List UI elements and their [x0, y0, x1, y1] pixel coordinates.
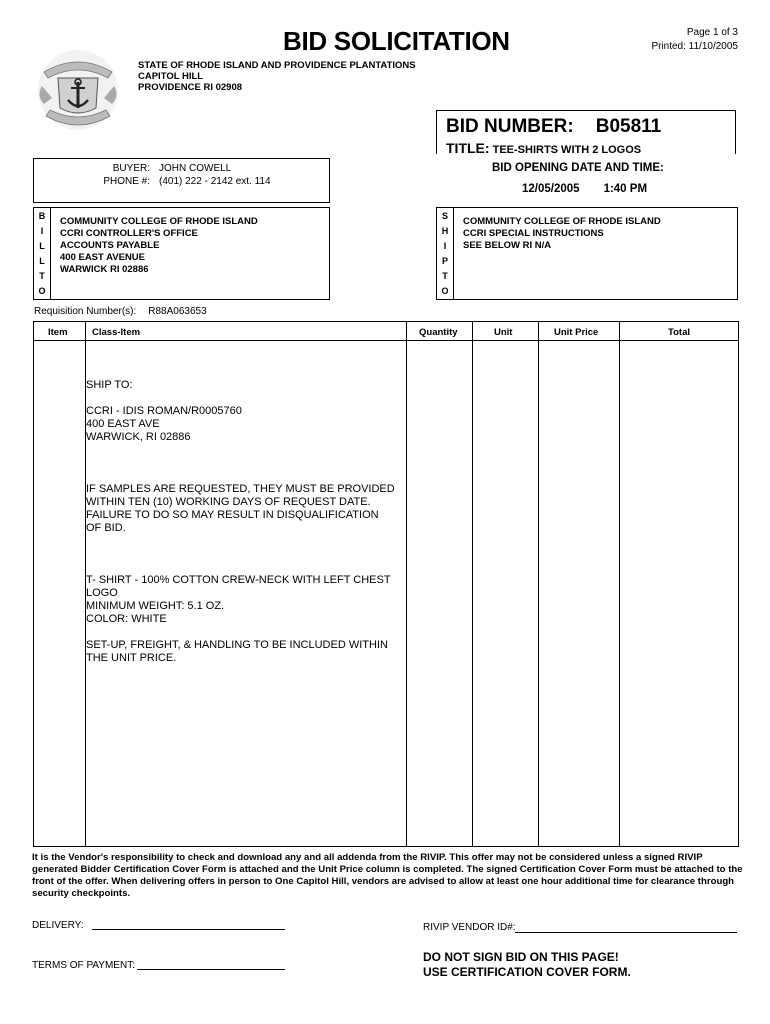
header-quantity: Quantity	[419, 327, 458, 338]
vendor-notice: It is the Vendor's responsibility to check and download any and all addenda from the RIVIP. This offer may not be considered unless a signed RIVIP generated Bidder Certification Cover Form is attached and the Unit Price column is completed. The signed Certification Cover Form must be attached to the front of the offer. When delivering offers in person to One Capitol Hill, vendors are advised to allow at least one hour additional time for clearance through security checkpoints.	[32, 852, 743, 899]
letter: T	[442, 271, 448, 282]
header-total: Total	[668, 327, 690, 338]
item-description: SHIP TO: CCRI - IDIS ROMAN/R0005760 400 EAST AVE WARWICK, RI 02886 IF SAMPLES ARE REQUESTED, THEY MUST BE PROVIDED WITHIN TEN (10) WORKING DAYS OF REQUEST DATE. FAILURE TO DO SO MAY RESULT IN DISQUALIFICATION OF BID. T- SHIRT - 100% COTTON CREW-NECK WITH LEFT CHEST LOGO MINIMUM WEIGHT: 5.1 OZ. COLOR: WHITE SET-UP, FREIGHT, & HANDLING TO BE INCLUDED WITHIN THE UNIT PRICE.	[86, 379, 395, 664]
buyer-label: BUYER:	[112, 163, 150, 174]
address-line: ACCOUNTS PAYABLE	[60, 240, 160, 251]
page-info	[651, 26, 738, 54]
bid-number	[446, 116, 661, 138]
bill-to-vertical-label	[34, 208, 51, 299]
opening-time: 1:40 PM	[603, 183, 648, 195]
ship-to-address	[463, 216, 661, 252]
buyer-name: JOHN COWELL	[159, 163, 232, 174]
phone-label: PHONE #:	[103, 176, 150, 187]
warning-line: USE CERTIFICATION COVER FORM.	[423, 965, 631, 979]
bill-to-box	[33, 207, 330, 300]
vendor-id-label: RIVIP VENDOR ID#:	[423, 922, 516, 933]
ship-to-box	[436, 207, 738, 300]
address-line: WARWICK RI 02886	[60, 264, 149, 275]
requisition-label: Requisition Number(s):	[34, 306, 137, 317]
printed-date: Printed: 11/10/2005	[651, 41, 738, 52]
address-line: COMMUNITY COLLEGE OF RHODE ISLAND	[463, 216, 661, 227]
bill-to-address	[60, 216, 258, 276]
letter: H	[441, 225, 449, 236]
agency-line: STATE OF RHODE ISLAND AND PROVIDENCE PLANTATIONS	[138, 60, 416, 71]
bid-title-value: TEE-SHIRTS WITH 2 LOGOS	[492, 144, 642, 156]
letter: L	[39, 256, 45, 267]
letter: I	[40, 225, 44, 236]
letter: I	[443, 240, 447, 251]
requisition-value: R88A063653	[148, 306, 207, 317]
header-class-item: Class-Item	[92, 327, 141, 338]
bid-number-value: B05811	[595, 116, 662, 137]
address-line: SEE BELOW RI N/A	[463, 240, 552, 251]
requisition-number	[34, 306, 207, 317]
header-unit: Unit	[494, 327, 513, 338]
buyer-phone: (401) 222 - 2142 ext. 114	[159, 176, 271, 187]
letter: P	[441, 256, 448, 267]
letter: O	[441, 286, 449, 297]
delivery-label: DELIVERY:	[32, 920, 84, 931]
letter: L	[39, 240, 45, 251]
address-line: CCRI SPECIAL INSTRUCTIONS	[463, 228, 604, 239]
opening-datetime	[522, 183, 647, 195]
signing-warning	[423, 950, 631, 980]
state-seal-icon	[32, 46, 124, 134]
ship-to-vertical-label	[437, 208, 454, 299]
address-line: CCRI CONTROLLER'S OFFICE	[60, 228, 198, 239]
document-title: BID SOLICITATION	[283, 26, 510, 56]
bid-title	[446, 140, 641, 156]
vendor-id-field[interactable]	[515, 932, 737, 933]
address-line: COMMUNITY COLLEGE OF RHODE ISLAND	[60, 216, 258, 227]
terms-field[interactable]	[137, 969, 285, 970]
letter: S	[441, 210, 448, 221]
bid-number-label: BID NUMBER:	[446, 116, 574, 137]
opening-date: 12/05/2005	[522, 183, 580, 195]
header-unit-price: Unit Price	[554, 327, 599, 338]
agency-line: PROVIDENCE RI 02908	[138, 82, 243, 93]
address-line: 400 EAST AVENUE	[60, 252, 145, 263]
page-number: Page 1 of 3	[686, 27, 738, 38]
warning-line: DO NOT SIGN BID ON THIS PAGE!	[423, 950, 619, 964]
buyer-labels	[36, 162, 150, 188]
opening-label: BID OPENING DATE AND TIME:	[492, 162, 664, 174]
letter: T	[39, 271, 45, 282]
bid-title-label: TITLE:	[446, 140, 490, 156]
letter: B	[38, 210, 46, 221]
agency-address	[138, 60, 416, 93]
agency-line: CAPITOL HILL	[138, 71, 204, 82]
delivery-field[interactable]	[92, 929, 285, 930]
letter: O	[38, 286, 46, 297]
terms-label: TERMS OF PAYMENT:	[32, 960, 135, 971]
buyer-values	[159, 162, 271, 188]
header-item: Item	[48, 327, 68, 338]
